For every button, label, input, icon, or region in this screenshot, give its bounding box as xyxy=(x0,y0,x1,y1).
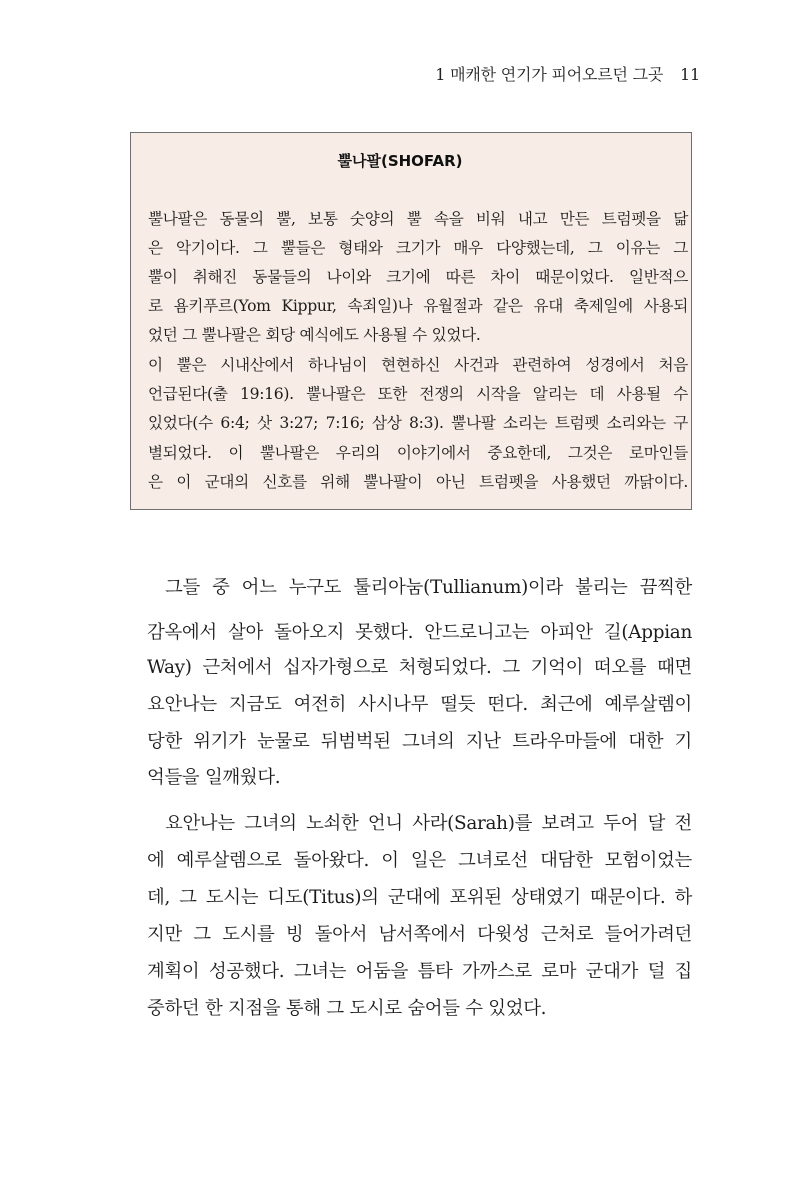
sidebar-line: 언급된다(출 19:16). 뿔나팔은 또한 전쟁의 시작을 알리는 데 사용될 수 xyxy=(148,385,688,403)
sidebar-line: 은 이 군대의 신호를 위해 뿔나팔이 아닌 트럼펫을 사용했던 까닭이다. xyxy=(148,473,688,491)
body-line: 요안나는 지금도 여전히 사시나무 떨듯 떤다. 최근에 예루살렘이 xyxy=(147,694,692,715)
sidebar-line: 있었다(수 6:4; 삿 3:27; 7:16; 삼상 8:3). 뿔나팔 소리는 트럼펫 소리와는 구 xyxy=(148,414,688,432)
running-head xyxy=(435,62,700,85)
body-line: 당한 위기가 눈물로 뒤범벅된 그녀의 지난 트라우마들에 대한 기 xyxy=(147,731,692,752)
body-line: 억들을 일깨웠다. xyxy=(147,767,281,788)
page-number: 11 xyxy=(680,65,700,84)
body-line: 데, 그 도시는 디도(Titus)의 군대에 포위된 상태였기 때문이다. 하 xyxy=(147,887,692,908)
sidebar-line: 로 욤키푸르(Yom Kippur, 속죄일)나 유월절과 같은 유대 축제일에 사용되 xyxy=(148,297,688,315)
body-line: 요안나는 그녀의 노쇠한 언니 사라(Sarah)를 보려고 두어 달 전 xyxy=(165,813,692,834)
body-line: 그들 중 어느 누구도 툴리아눔(Tullianum)이라 불리는 끔찍한 xyxy=(165,577,692,598)
body-line: 중하던 한 지점을 통해 그 도시로 숨어들 수 있었다. xyxy=(147,998,547,1019)
body-line: 에 예루살렘으로 돌아왔다. 이 일은 그녀로선 대담한 모험이었는 xyxy=(147,850,692,871)
sidebar-line: 별되었다. 이 뿔나팔은 우리의 이야기에서 중요한데, 그것은 로마인들 xyxy=(148,444,688,462)
body-line: 지만 그 도시를 빙 돌아서 남서쪽에서 다윗성 근처로 들어가려던 xyxy=(147,924,692,945)
sidebar-line: 뿔나팔은 동물의 뿔, 보통 숫양의 뿔 속을 비워 내고 만든 트럼펫을 닮 xyxy=(148,210,688,228)
sidebar-line: 었던 그 뿔나팔은 회당 예식에도 사용될 수 있었다. xyxy=(148,326,481,344)
body-line: Way) 근처에서 십자가형으로 처형되었다. 그 기억이 떠오를 때면 xyxy=(147,657,692,678)
body-line: 계획이 성공했다. 그녀는 어둠을 틈타 가까스로 로마 군대가 덜 집 xyxy=(147,961,692,982)
chapter-title: 1 매캐한 연기가 피어오르던 그곳 xyxy=(435,65,664,84)
sidebar-line: 은 악기이다. 그 뿔들은 형태와 크기가 매우 다양했는데, 그 이유는 그 xyxy=(148,239,688,257)
body-line: 감옥에서 살아 돌아오지 못했다. 안드로니고는 아피안 길(Appian xyxy=(147,622,692,643)
sidebar-line: 이 뿔은 시내산에서 하나님이 현현하신 사건과 관련하여 성경에서 처음 xyxy=(148,356,688,374)
sidebar-line: 뿔이 취해진 동물들의 나이와 크기에 따른 차이 때문이었다. 일반적으 xyxy=(148,268,688,286)
sidebar-title: 뿔나팔(SHOFAR) xyxy=(337,152,463,170)
